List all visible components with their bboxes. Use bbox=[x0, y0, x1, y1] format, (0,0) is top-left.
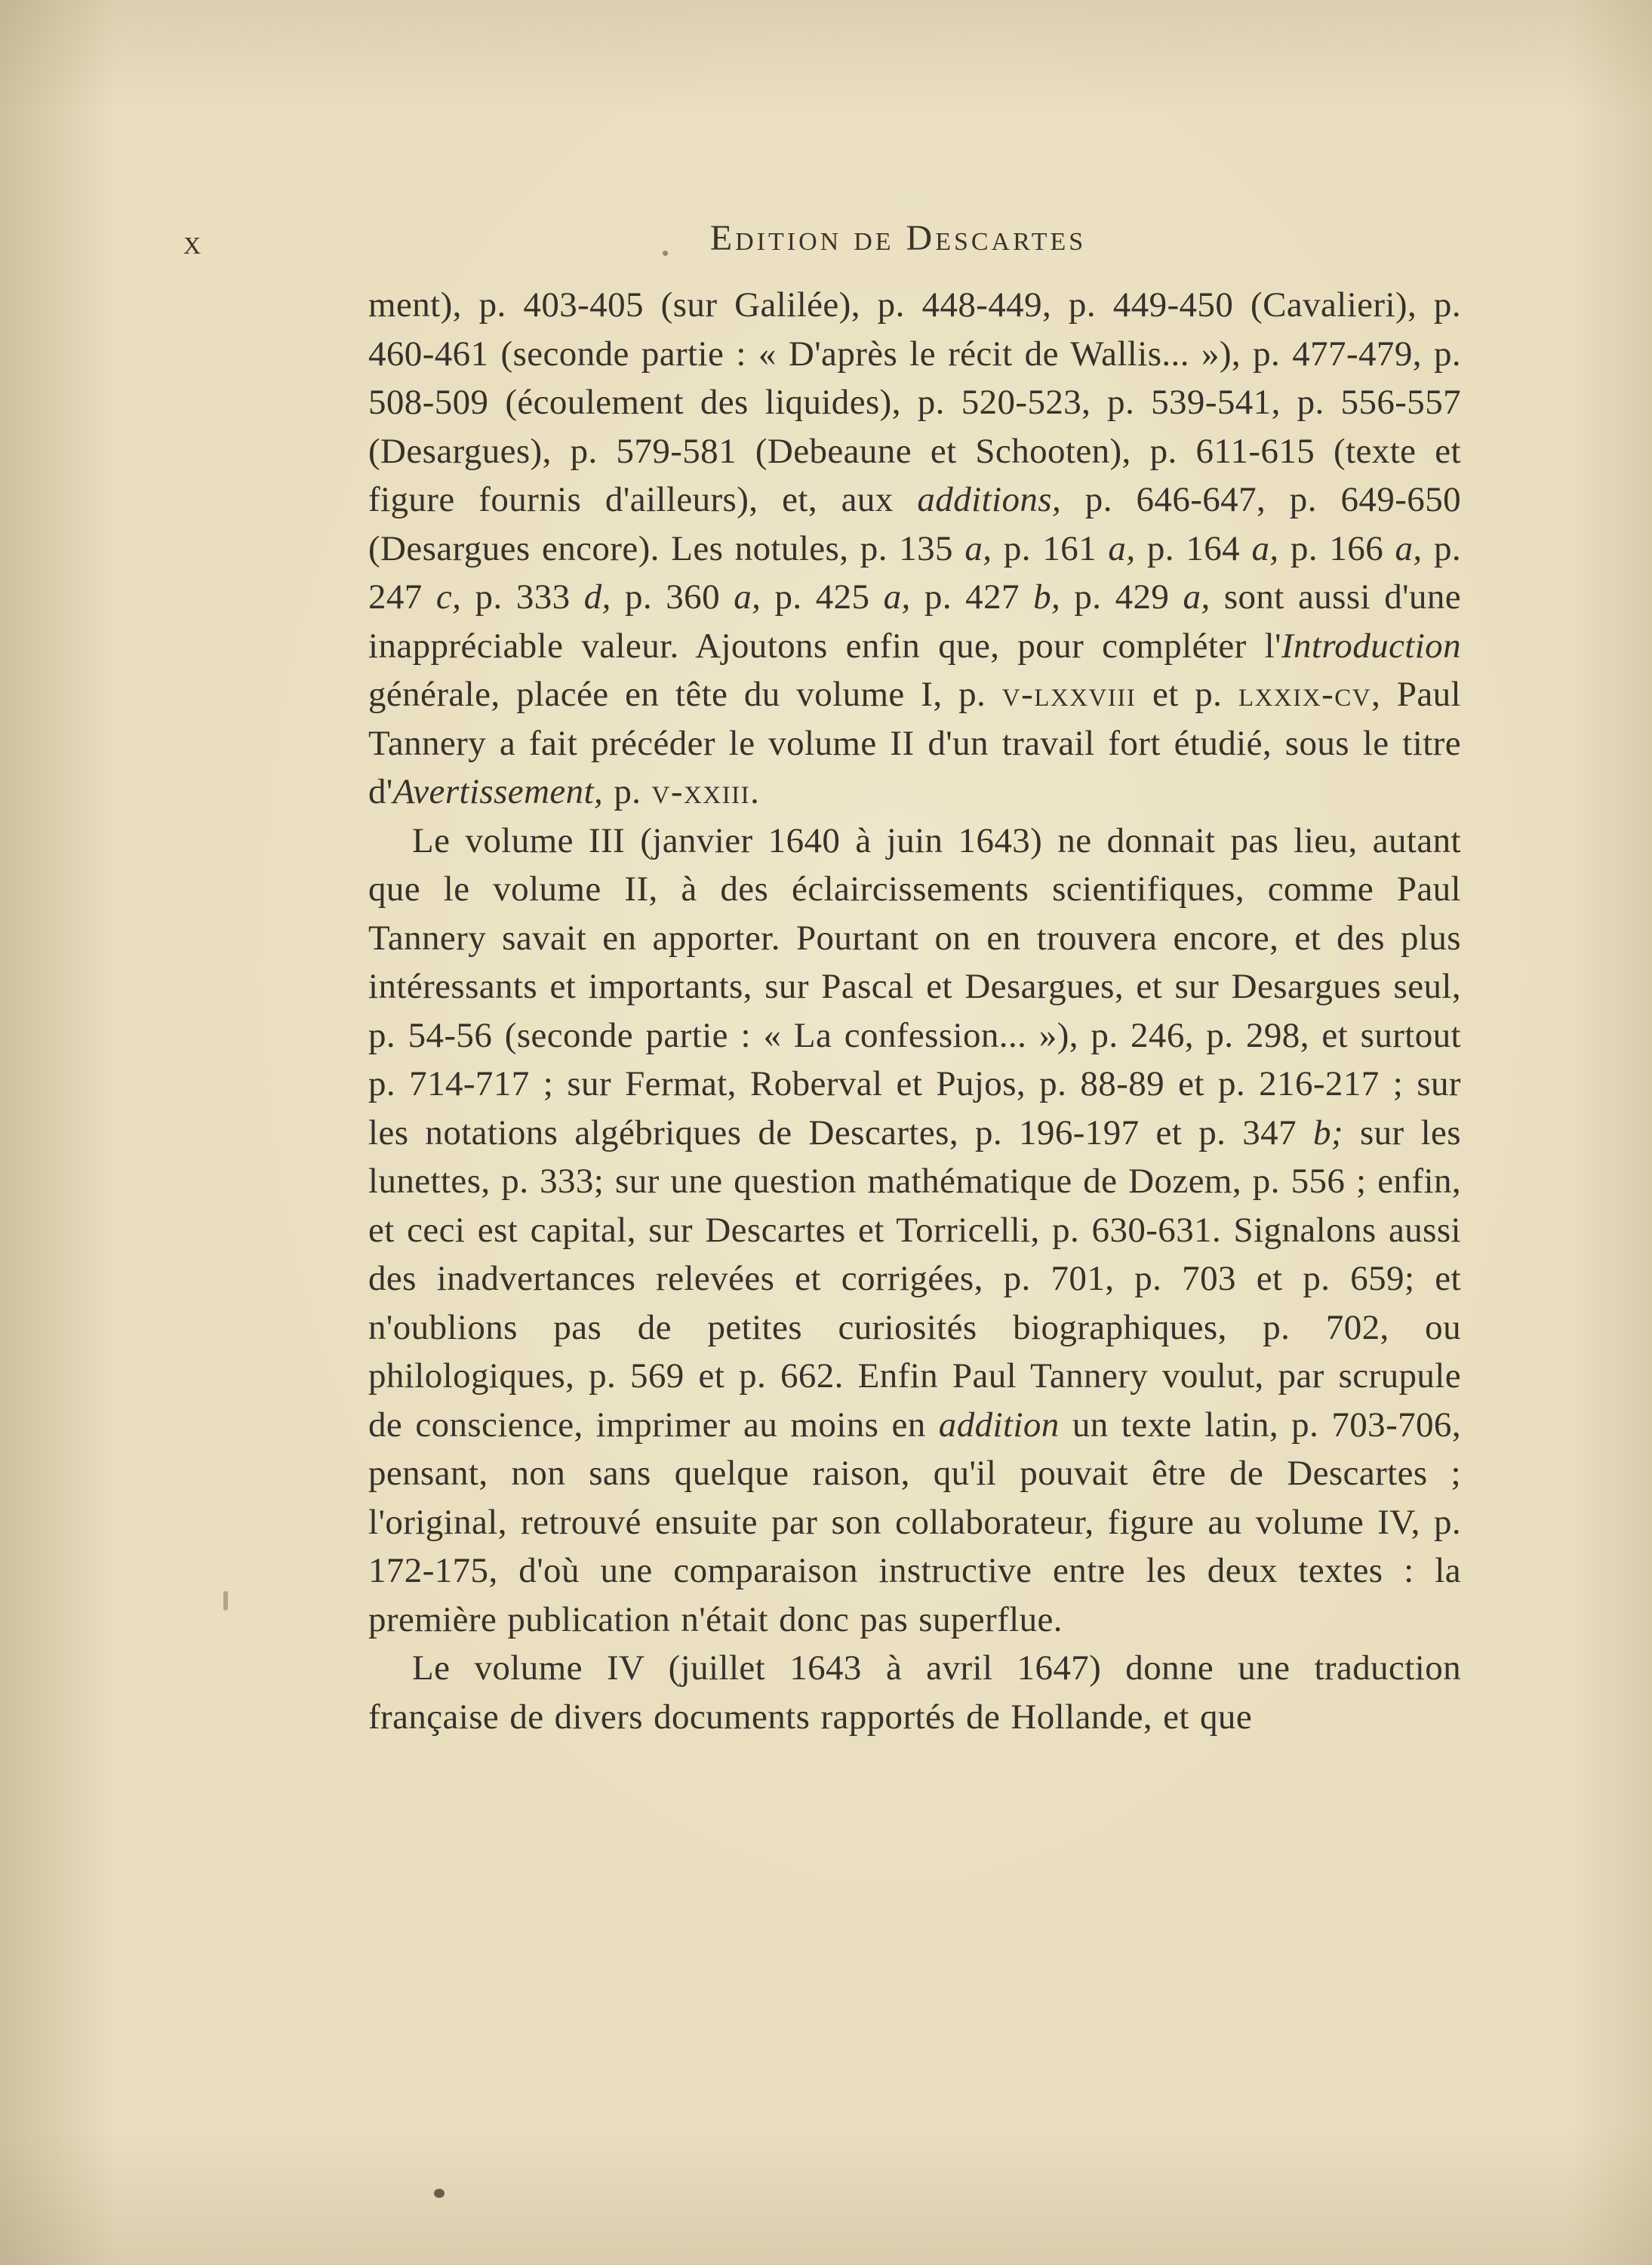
page-number: x bbox=[183, 223, 202, 261]
body-text: ment), p. 403-405 (sur Galilée), p. 448-449, p. 449-450 (Cavalieri), p. 460-461 (seconde partie : « D'après le récit de Wallis... »), p. 477-479, p. 508-509 (écoulement des liquides), p. 520-523, p. 539-541, p. 556-557 (Desargues), p. 579-581 (Debeaune et Schooten), p. 611-615 (texte et figure fournis d'ailleurs), et, aux bbox=[368, 285, 1461, 519]
body-text: p. 427 bbox=[910, 577, 1034, 617]
paragraph bbox=[368, 281, 1461, 817]
body-text: p. 429 bbox=[1060, 577, 1183, 617]
italic-text: a, bbox=[964, 528, 992, 568]
body-text: p. 247 bbox=[368, 528, 1462, 617]
running-header bbox=[0, 217, 1652, 270]
body-text: sur les lunettes, p. 333; sur une question mathématique de Dozem, p. 556 ; enfin, et ceci est capital, sur Descartes et Torricelli, p. 630-631. Signalons aussi des inadvertances relevées et corrigées, p. 701, p. 703 et p. 659; et n'oublions pas de petites curiosités biographiques, p. 702, ou philologiques, p. 569 et p. 662. Enfin Paul Tannery voulut, par scrupule de conscience, imprimer au moins en bbox=[368, 1112, 1461, 1445]
italic-text: a, bbox=[734, 577, 761, 617]
italic-text: a, bbox=[1251, 528, 1279, 568]
italic-text: Avertissement, bbox=[392, 772, 604, 811]
body-text: p. 333 bbox=[461, 577, 584, 617]
body-text: Le volume IV (juillet 1643 à avril 1647) donne une traduction française de divers documents rapportés de Hollande, et que bbox=[368, 1648, 1461, 1737]
body-text: et p. bbox=[1136, 675, 1238, 714]
paragraph bbox=[368, 817, 1461, 1645]
body-text: p. bbox=[603, 772, 652, 811]
body-text: p. 646-647, p. 649-650 (Desargues encore). Les notules, p. 135 bbox=[368, 480, 1461, 568]
body-text: , Paul Tannery a fait précéder le volume II d'un travail fort étudié, sous le titre d' bbox=[368, 675, 1461, 811]
body-text: sont aussi d'une inappréciable valeur. Ajoutons enfin que, pour compléter l' bbox=[368, 577, 1462, 666]
body-text: générale, placée en tête du volume I, p. bbox=[368, 675, 1002, 714]
smallcaps-text: v-xxiii bbox=[651, 772, 751, 811]
body-text: . bbox=[750, 772, 760, 811]
italic-text: a, bbox=[1108, 528, 1136, 568]
body-text: p. 360 bbox=[611, 577, 734, 617]
italic-text: a, bbox=[1395, 528, 1423, 568]
italic-text: c, bbox=[435, 577, 462, 617]
body-text: p. 425 bbox=[761, 577, 884, 617]
smallcaps-text: lxxix-cv bbox=[1238, 675, 1372, 714]
italic-text: a, bbox=[883, 577, 911, 617]
paper-speck bbox=[223, 1591, 228, 1611]
italic-text: addition bbox=[938, 1405, 1060, 1445]
smallcaps-text: v-lxxviii bbox=[1001, 675, 1137, 714]
text-block bbox=[368, 281, 1461, 1741]
italic-text: a, bbox=[1183, 577, 1211, 617]
body-text: un texte latin, p. 703-706, pensant, non sans quelque raison, qu'il pouvait être de Descartes ; l'original, retrouvé ensuite par son collaborateur, figure au volume IV, p. 172-175, d'où une comparaison instructive entre les deux textes : la première publication n'était donc pas superflue. bbox=[368, 1405, 1461, 1639]
italic-text: d, bbox=[583, 577, 611, 617]
paper-speck bbox=[663, 251, 668, 256]
paper-speck bbox=[434, 2189, 445, 2198]
header-title: Edition de Descartes bbox=[709, 218, 1087, 258]
italic-text: Introduction bbox=[1281, 626, 1461, 666]
body-text: p. 161 bbox=[992, 528, 1109, 568]
body-text: p. 166 bbox=[1278, 528, 1395, 568]
body-text: Le volume III (janvier 1640 à juin 1643) ne donnait pas lieu, autant que le volume II, à des éclaircissements scientifiques, comme Paul Tannery savait en apporter. Pourtant on en trouvera encore, et des plus intéressants et importants, sur Pascal et Desargues, et sur Desargues seul, p. 54-56 (seconde partie : « La confession... »), p. 246, p. 298, et surtout p. 714-717 ; sur Fermat, Roberval et Pujos, p. 88-89 et p. 216-217 ; sur les notations algébriques de Descartes, p. 196-197 et p. 347 bbox=[368, 820, 1461, 1153]
italic-text: b, bbox=[1033, 577, 1061, 617]
body-text: p. 164 bbox=[1135, 528, 1252, 568]
italic-text: b; bbox=[1312, 1112, 1343, 1153]
paragraph bbox=[368, 1644, 1461, 1741]
italic-text: additions, bbox=[917, 480, 1062, 519]
